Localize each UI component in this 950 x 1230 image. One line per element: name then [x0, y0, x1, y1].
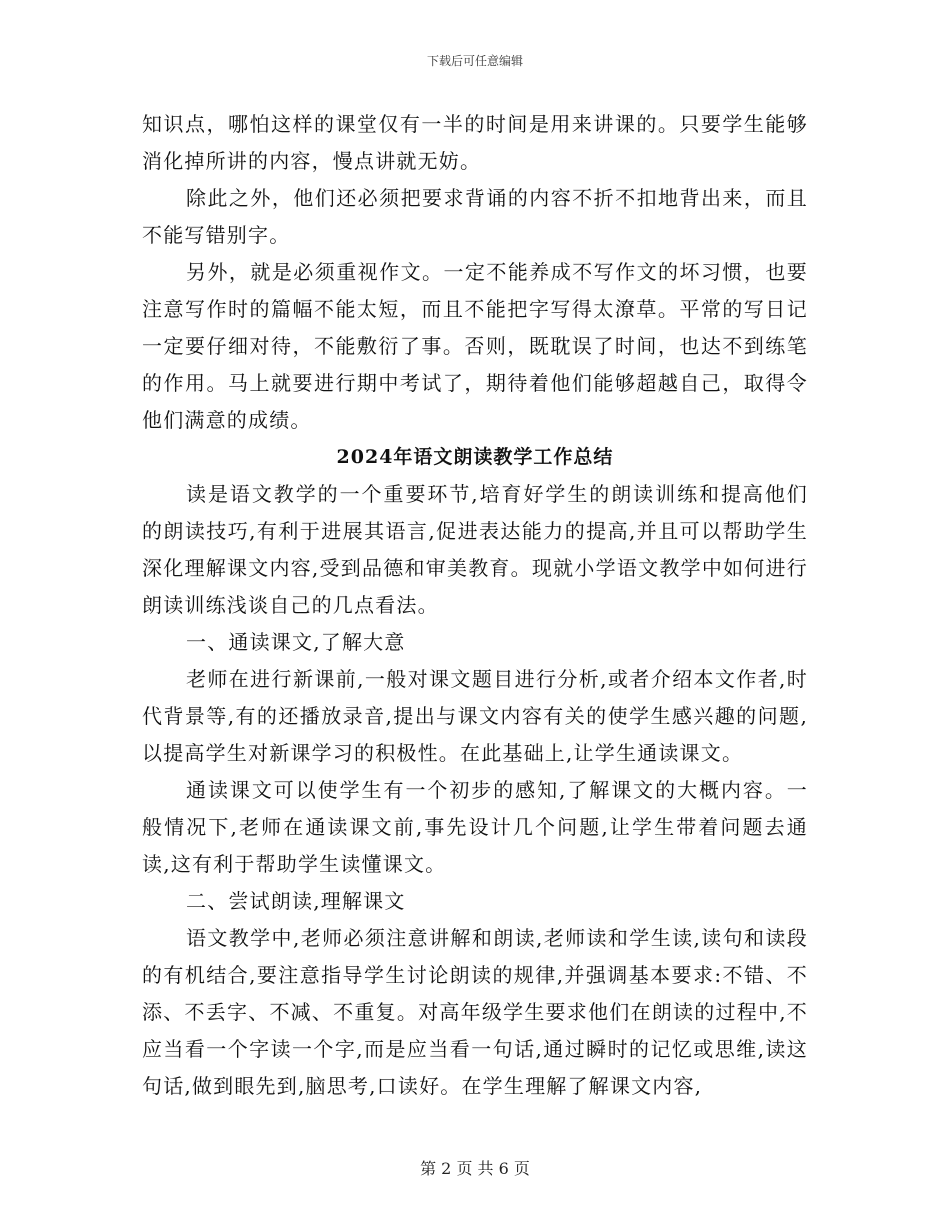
page-header-note: 下载后可任意编辑	[426, 54, 523, 68]
heading-2: 二、尝试朗读,理解课文	[186, 889, 406, 913]
paragraph-3: 另外，就是必须重视作文。一定不能养成不写作文的坏习惯，也要注意写作时的篇幅不能太短，而且不能把字写得太潦草。平常的写日记一定要仔细对待，不能敷衍了事。否则，既耽误了时间，也达不到练笔的作用。马上就要进行期中考试了，期待着他们能够超越自己，取得令他们满意的成绩。	[142, 260, 808, 432]
paragraph-6: 通读课文可以使学生有一个初步的感知,了解课文的大概内容。一般情况下,老师在通读课文前,事先设计几个问题,让学生带着问题去通读,这有利于帮助学生读懂课文。	[142, 778, 808, 876]
paragraph-7: 语文教学中,老师必须注意讲解和朗读,老师读和学生读,读句和读段的有机结合,要注意指导学生讨论朗读的规律,并强调基本要求:不错、不添、不丢字、不减、不重复。对高年级学生要求他们在朗读的过程中,不应当看一个字读一个字,而是应当看一句话,通过瞬时的记忆或思维,读这句话,做到眼先到,脑思考,口读好。在学生理解了解课文内容,	[142, 926, 808, 1098]
paragraph-1: 知识点，哪怕这样的课堂仅有一半的时间是用来讲课的。只要学生能够消化掉所讲的内容，慢点讲就无妨。	[142, 112, 808, 173]
document-body	[142, 106, 808, 1105]
heading-1: 一、通读课文,了解大意	[186, 630, 406, 654]
paragraph-4: 读是语文教学的一个重要环节,培育好学生的朗读训练和提高他们的朗读技巧,有利于进展其语言,促进表达能力的提高,并且可以帮助学生深化理解课文内容,受到品德和审美教育。现就小学语文教学中如何进行朗读训练浅谈自己的几点看法。	[142, 482, 808, 617]
document-title: 2024年语文朗读教学工作总结	[336, 446, 614, 468]
paragraph-5: 老师在进行新课前,一般对课文题目进行分析,或者介绍本文作者,时代背景等,有的还播放录音,提出与课文内容有关的使学生感兴趣的问题,以提高学生对新课学习的积极性。在此基础上,让学生通读课文。	[142, 667, 808, 765]
paragraph-2: 除此之外，他们还必须把要求背诵的内容不折不扣地背出来，而且不能写错别字。	[142, 186, 808, 247]
page-number: 第 2 页 共 6 页	[420, 1159, 530, 1178]
